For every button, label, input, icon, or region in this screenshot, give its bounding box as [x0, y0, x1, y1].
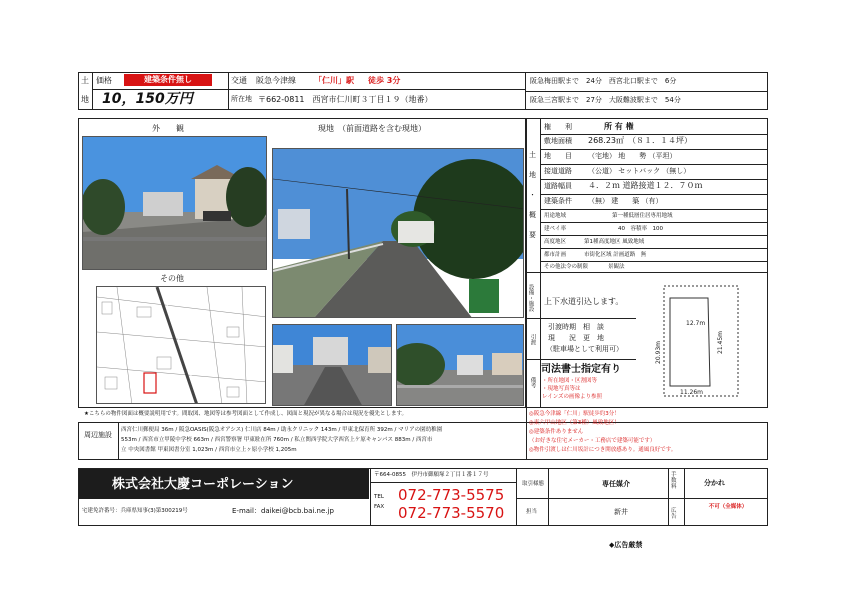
row-value: 第1種高度地区 風致地域 — [584, 239, 645, 245]
address-value: 〒662-0811 西宮市仁川町３丁目１９（地番） — [258, 95, 433, 104]
judicial-note-1: ・所在地図・区割図等 — [542, 378, 598, 384]
row-label: 道路幅員 — [544, 182, 572, 190]
plan-dim-right: 21.45m — [717, 330, 724, 354]
point-line-2: ◎東六甲山地区（第3種）風致地区！ — [529, 420, 620, 426]
judicial-note-2: ・現地写真等は — [542, 386, 581, 392]
lot-plan-diagram — [638, 278, 764, 405]
row-value: （公道） セットバック （無し） — [588, 167, 691, 175]
remarks-label: 備考 — [529, 377, 536, 388]
line-name: 阪急今津線 — [256, 76, 296, 85]
row-label: 高度地区 — [544, 239, 567, 245]
street-photo-1 — [272, 324, 392, 406]
side-label-1: 土 — [529, 151, 536, 159]
facility-line-2: 553m / 西宮市立甲陵中学校 663m / 西宮警察署 甲東駐在所 760m / 私立関西学院大学西宮上ケ原キャンパス 883m / 西宮市 — [121, 437, 433, 443]
rep-label: 担当 — [526, 509, 538, 515]
deal-label: 取引様態 — [522, 481, 545, 487]
fee-value: 分かれ — [704, 479, 725, 487]
exterior-label: 外 観 — [152, 124, 184, 133]
address-label: 所在地 — [231, 95, 252, 103]
side-label-2: 地 — [529, 171, 536, 179]
price-value: 10，150万円 — [102, 91, 193, 107]
land-label-top: 土 — [81, 76, 89, 85]
row-label: 地 目 — [544, 152, 572, 160]
map-image — [96, 286, 266, 404]
fax-label: FAX — [374, 504, 385, 510]
ad-notice: ◆広告厳禁 — [609, 541, 643, 549]
row-value: （無） 建 築 （有） — [588, 197, 663, 205]
email-address: E-mail：daikei@bcb.bai.ne.jp — [232, 507, 334, 515]
ad-value: 不可（全媒体） — [708, 504, 748, 510]
license-number: 宅建免許番号：兵庫県知事(3)第300219号 — [82, 508, 188, 514]
point-line-5: ◎物件引渡しは仁川坂計につき開放感あり。通風良好です。 — [529, 447, 677, 453]
utility-label: 設備・施設 — [527, 284, 534, 312]
point-line-1: ◎阪急今津線「仁川」駅徒歩約3分！ — [529, 411, 620, 417]
row-value: ４．２ｍ 道路接道１２．７０ｍ — [588, 181, 703, 190]
company-name: 株式会社大慶コーポレーション — [112, 477, 294, 492]
point-line-3: ◎建築条件ありません — [529, 429, 584, 435]
row-label: 敷地面積 — [544, 137, 572, 145]
plan-dim-left: 20.93m — [655, 340, 662, 364]
side-label-3: ・ — [529, 191, 536, 199]
row-value: 268.23㎡ （８１．１４坪） — [588, 136, 692, 145]
row-label: 建築条件 — [544, 197, 572, 205]
row-value: 所 有 権 — [604, 122, 634, 131]
delivery-label: 引渡 — [529, 334, 536, 345]
tel-label: TEL — [374, 494, 384, 500]
facility-line-3: 立 中央図書館 甲東図書分室 1,023m / 西宮市立上ヶ原小学校 1,205m — [121, 447, 297, 453]
exterior-photo — [82, 136, 267, 270]
row-label: 建ペイ率 — [544, 226, 567, 232]
row-label: 接道道路 — [544, 167, 572, 175]
access-line-1: 阪急梅田駅まで 24分 西宮北口駅まで 6分 — [530, 77, 677, 85]
row-value: 40 容積率 100 — [618, 226, 663, 232]
station-name: 「仁川」駅 — [314, 76, 354, 85]
fee-label: 手数料 — [671, 472, 677, 491]
utility-text: 上下水道引込します。 — [544, 297, 624, 306]
delivery-line-2: 現 況 更 地 — [548, 334, 604, 342]
access-line-2: 阪急三宮駅まで 27分 大阪難波駅まで 54分 — [530, 96, 681, 104]
price-label: 価格 — [96, 76, 112, 85]
site-label: 現地 （前面道路を含む現地） — [318, 124, 426, 133]
disclaimer-text: ★こちらの物件図面は概要説明用です。間取図、地図等は参考図面として作成し、図面と現況が異なる場合は現況を優先とします。 — [84, 411, 408, 417]
judicial-note-3: レインズの画像より参照 — [542, 394, 603, 400]
row-label: 権 利 — [544, 123, 572, 131]
rep-value: 新井 — [614, 508, 628, 516]
facility-line-1: 西宮仁川郵便局 36m / 阪急OASIS(阪急オアシス) 仁川店 84m / 助永クリニック 143m / 甲東北保育所 392m / マリアの園幼稚園 — [121, 427, 443, 433]
street-photo-2 — [396, 324, 524, 406]
delivery-line-3: （駐車場として利用可） — [546, 345, 623, 353]
walk-time: 徒歩 3分 — [368, 76, 401, 85]
land-label-bottom: 地 — [81, 95, 89, 104]
row-label: その他法令の制限 — [544, 264, 589, 270]
office-address: 〒664-0855 伊丹市御願塚２丁目１番１７号 — [374, 472, 489, 478]
side-label-4: 概 — [529, 211, 536, 219]
deal-value: 専任媒介 — [602, 480, 630, 488]
row-value: 第一種低層住居専用地域 — [612, 213, 673, 219]
delivery-line-1: 引渡時期 相 談 — [548, 323, 604, 331]
facilities-label: 周辺施設 — [84, 431, 112, 439]
flyer-sheet — [78, 72, 768, 527]
side-label-5: 要 — [529, 231, 536, 239]
row-value: （宅地） 地 勢 （平坦） — [588, 152, 677, 160]
ad-label: 広告 — [671, 508, 677, 521]
other-label: その他 — [160, 274, 184, 283]
plan-dim-top: 12.7m — [686, 320, 706, 327]
plan-dim-bottom: 11.26m — [680, 389, 704, 396]
row-value: 市街化区域 計画道路 無 — [584, 252, 647, 258]
tel-number: 072-773-5575 — [398, 486, 505, 504]
row-value: 景観法 — [608, 264, 625, 270]
condition-badge: 建築条件無し — [124, 74, 212, 86]
fax-number: 072-773-5570 — [398, 504, 505, 522]
row-label: 都市計画 — [544, 252, 567, 258]
row-label: 用途地域 — [544, 213, 567, 219]
traffic-label: 交通 — [231, 76, 247, 85]
point-line-4: （お好きな住宅メーカー・工務店で建築可能です） — [529, 438, 656, 444]
judicial-title: 司法書士指定有り — [541, 364, 621, 375]
site-photo — [272, 148, 524, 318]
